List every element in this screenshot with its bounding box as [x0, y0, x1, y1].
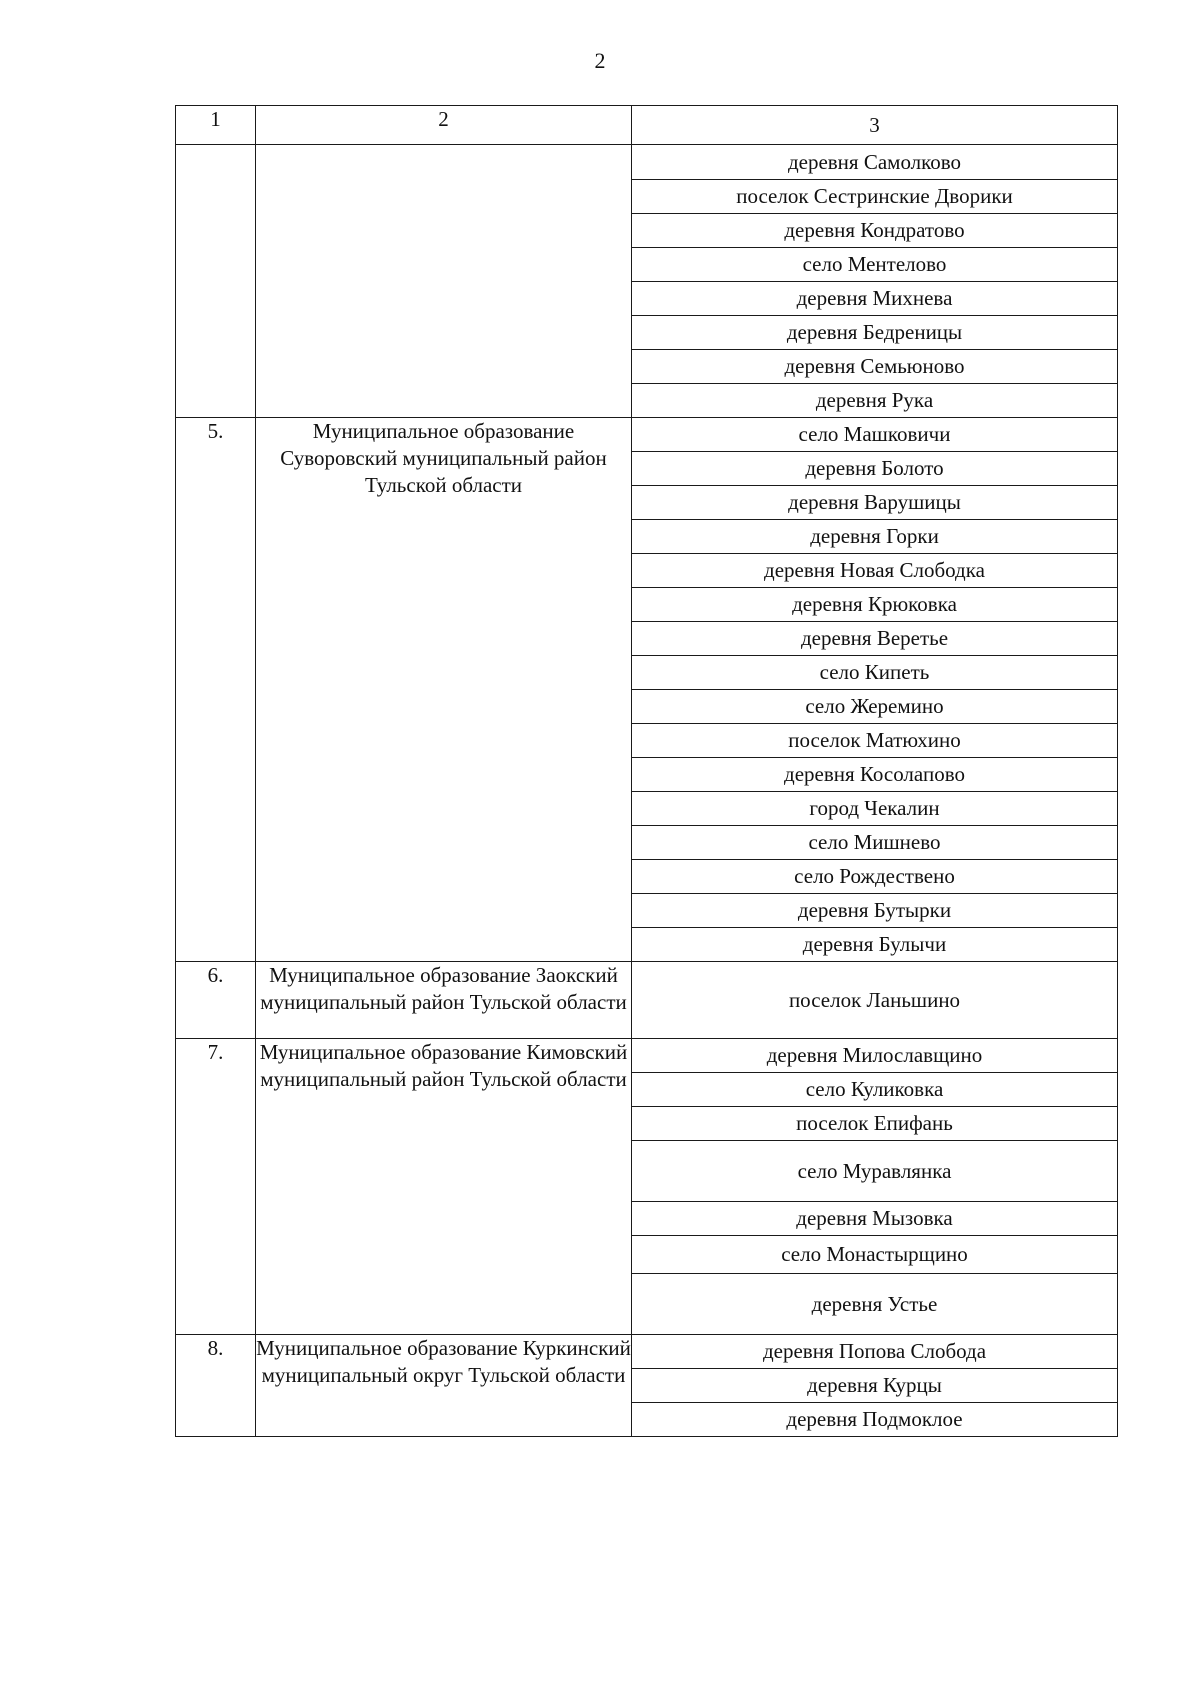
settlement-name: поселок Матюхино: [632, 724, 1118, 758]
settlement-name: село Муравлянка: [632, 1141, 1118, 1202]
settlement-name: деревня Попова Слобода: [632, 1335, 1118, 1369]
page-number: 2: [594, 48, 606, 73]
row-number: 6.: [176, 962, 256, 1039]
municipality-name: Муниципальное образование Кимовский муниципальный район Тульской области: [256, 1039, 632, 1335]
settlement-name: село Жеремино: [632, 690, 1118, 724]
settlement-name: деревня Михнева: [632, 282, 1118, 316]
table-row: [176, 145, 1118, 180]
settlement-name: деревня Болото: [632, 452, 1118, 486]
municipality-name: Муниципальное образование Суворовский муниципальный район Тульской области: [256, 418, 632, 962]
settlement-name: деревня Семьюново: [632, 350, 1118, 384]
row-number: 8.: [176, 1335, 256, 1437]
settlement-name: село Мишнево: [632, 826, 1118, 860]
table-row: [176, 1039, 1118, 1073]
settlement-name: деревня Горки: [632, 520, 1118, 554]
settlement-name: деревня Самолково: [632, 145, 1118, 180]
table-row: [176, 962, 1118, 1039]
table-row: [176, 1335, 1118, 1369]
settlement-name: деревня Булычи: [632, 928, 1118, 962]
table-row: [176, 418, 1118, 452]
settlement-name: поселок Сестринские Дворики: [632, 180, 1118, 214]
settlement-name: деревня Бутырки: [632, 894, 1118, 928]
row-number: 5.: [176, 418, 256, 962]
settlement-name: поселок Епифань: [632, 1107, 1118, 1141]
settlement-name: деревня Кондратово: [632, 214, 1118, 248]
settlement-name: деревня Крюковка: [632, 588, 1118, 622]
header-col-2: 2: [256, 106, 632, 145]
settlement-name: поселок Ланьшино: [632, 962, 1118, 1039]
settlement-name: деревня Новая Слободка: [632, 554, 1118, 588]
settlement-name: село Монастырщино: [632, 1236, 1118, 1274]
settlement-name: село Кипеть: [632, 656, 1118, 690]
settlement-name: деревня Устье: [632, 1274, 1118, 1335]
settlement-name: село Машковичи: [632, 418, 1118, 452]
settlement-name: деревня Веретье: [632, 622, 1118, 656]
settlement-name: деревня Варушицы: [632, 486, 1118, 520]
settlement-name: деревня Мызовка: [632, 1202, 1118, 1236]
settlement-name: деревня Подмоклое: [632, 1403, 1118, 1437]
header-col-1: 1: [176, 106, 256, 145]
settlement-name: деревня Курцы: [632, 1369, 1118, 1403]
settlement-name: деревня Рука: [632, 384, 1118, 418]
row-number: [176, 145, 256, 418]
row-number: 7.: [176, 1039, 256, 1335]
municipality-name: [256, 145, 632, 418]
municipality-name: Муниципальное образование Заокский муниципальный район Тульской области: [256, 962, 632, 1039]
settlement-name: деревня Милославщино: [632, 1039, 1118, 1073]
settlement-name: город Чекалин: [632, 792, 1118, 826]
header-col-3: 3: [632, 106, 1118, 145]
settlements-table: [175, 105, 1118, 1437]
settlement-name: село Ментелово: [632, 248, 1118, 282]
settlement-name: село Куликовка: [632, 1073, 1118, 1107]
settlement-name: деревня Косолапово: [632, 758, 1118, 792]
table-header-row: [176, 106, 1118, 145]
settlement-name: деревня Бедреницы: [632, 316, 1118, 350]
settlement-name: село Рождествено: [632, 860, 1118, 894]
municipality-name: Муниципальное образование Куркинский муниципальный округ Тульской области: [256, 1335, 632, 1437]
